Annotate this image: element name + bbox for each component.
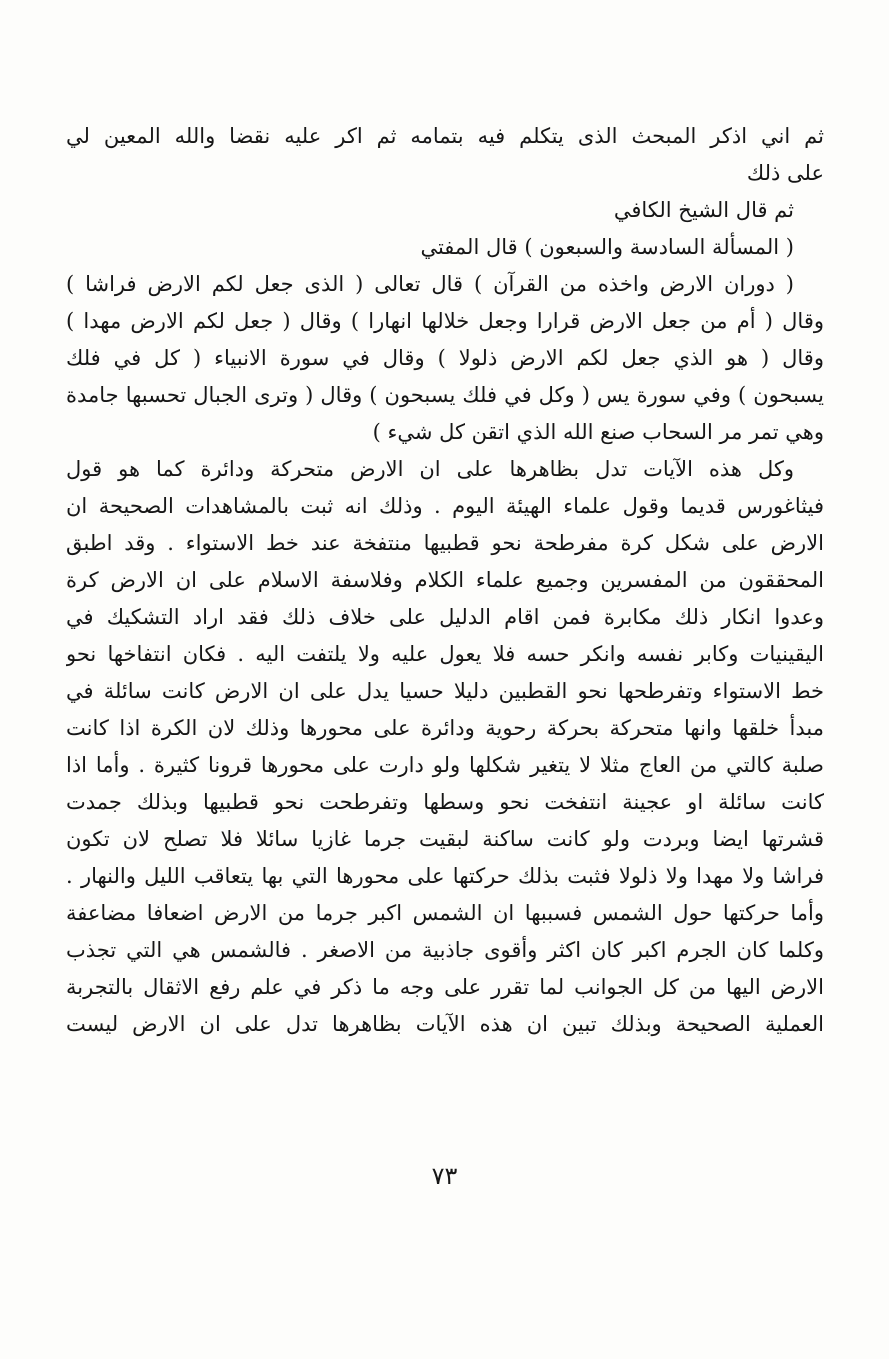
- text-line: ( المسألة السادسة والسبعون ) قال المفتي: [420, 235, 794, 259]
- text-line: مبدأ خلقها وانها متحركة بحركة رحوية ودائرة على محورها وذلك لان الكرة اذا كانت: [66, 716, 824, 740]
- text-line: خط الاستواء وتفرطحها نحو القطبين دليلا حسيا يدل على ان الارض كانت سائلة في: [66, 679, 824, 703]
- text-line: وكلما كان الجرم اكبر كان اكثر وأقوى جاذبية من الاصغر . فالشمس هي التي تجذب: [66, 938, 824, 962]
- text-line: صلبة كالتي من العاج مثلا لا يتغير شكلها ولو دارت على محورها قرونا كثيرة . وأما اذا: [66, 753, 824, 777]
- text-line: الارض اليها من كل الجوانب لما تقرر على وجه ما ذكر في علم رفع الاثقال بالتجربة: [66, 975, 824, 999]
- text-line: وكل هذه الآيات تدل بظاهرها على ان الارض متحركة ودائرة كما هو قول: [66, 457, 794, 481]
- text-line: المحققون من المفسرين وجميع علماء الكلام وفلاسفة الاسلام على ان الارض كرة: [66, 568, 824, 592]
- body-text: [66, 118, 824, 1043]
- text-line: يسبحون ) وفي سورة يس ( وكل في فلك يسبحون ) وقال ( وترى الجبال تحسبها جامدة: [66, 383, 824, 407]
- text-line: ( دوران الارض واخذه من القرآن ) قال تعالى ( الذى جعل لكم الارض فراشا ): [66, 272, 794, 296]
- text-line: ثم اني اذكر المبحث الذى يتكلم فيه بتمامه ثم اكر عليه نقضا والله المعين لي: [66, 124, 824, 148]
- text-line: ثم قال الشيخ الكافي: [613, 198, 794, 222]
- text-line: اليقينيات وكابر نفسه وانكر حسه فلا يعول عليه ولا يلتفت اليه . فكان انتفاخها نحو: [66, 642, 824, 666]
- text-line: وقال ( أم من جعل الارض قرارا وجعل خلالها انهارا ) وقال ( جعل لكم الارض مهدا ): [66, 309, 824, 333]
- text-line: وهي تمر مر السحاب صنع الله الذي اتقن كل شيء ): [372, 420, 824, 444]
- text-line: قشرتها ايضا وبردت ولو كانت ساكنة لبقيت جرما غازيا سائلا فلا تصلح لان تكون: [66, 827, 824, 851]
- text-line: كانت سائلة او عجينة انتفخت نحو وسطها وتفرطحت نحو قطبيها وبذلك جمدت: [66, 790, 824, 814]
- text-line: فيثاغورس قديما وقول علماء الهيئة اليوم . وذلك انه ثبت بالمشاهدات الصحيحة ان: [66, 494, 824, 518]
- text-line: العملية الصحيحة وبذلك تبين ان هذه الآيات بظاهرها تدل على ان الارض ليست: [66, 1012, 824, 1036]
- text-line: على ذلك: [746, 161, 824, 185]
- text-line: وقال ( هو الذي جعل لكم الارض ذلولا ) وقال في سورة الانبياء ( كل في فلك: [66, 346, 824, 370]
- page-number: ٧٣: [431, 1162, 458, 1190]
- text-line: فراشا ولا مهدا ولا ذلولا فثبت بذلك حركتها على محورها التي بها يتعاقب الليل والنهار .: [66, 864, 824, 888]
- text-line: وأما حركتها حول الشمس فسببها ان الشمس اكبر جرما من الارض اضعافا مضاعفة: [66, 901, 824, 925]
- text-line: وعدوا انكار ذلك مكابرة فمن اقام الدليل على خلاف ذلك فقد اراد التشكيك في: [66, 605, 824, 629]
- text-line: الارض على شكل كرة مفرطحة نحو قطبيها منتفخة عند خط الاستواء . وقد اطبق: [66, 531, 824, 555]
